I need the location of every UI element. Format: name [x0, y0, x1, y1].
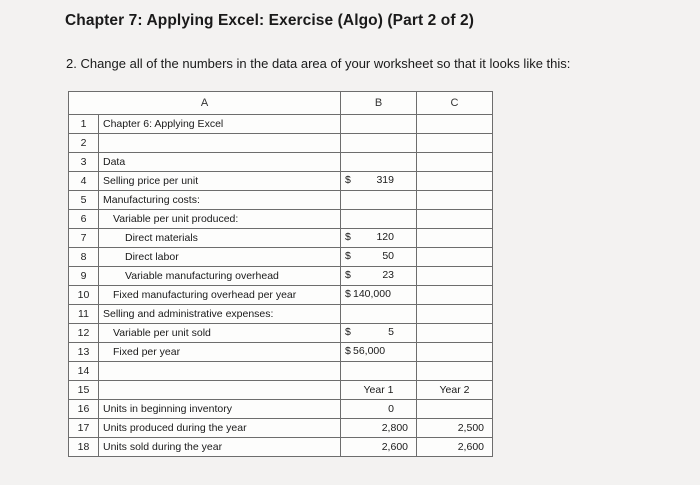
cell-c3[interactable] — [417, 153, 493, 172]
sheet-row — [69, 305, 493, 324]
cell-b4[interactable] — [341, 172, 417, 191]
column-header-c[interactable]: C — [417, 92, 493, 115]
cell-a4[interactable]: Selling price per unit — [99, 172, 341, 191]
sheet-row — [69, 381, 493, 400]
cell-value: 56,000 — [353, 345, 386, 357]
dollar-sign: $ — [345, 174, 351, 186]
column-header-b[interactable]: B — [341, 92, 417, 115]
sheet-row — [69, 343, 493, 362]
cell-a17[interactable]: Units produced during the year — [99, 419, 341, 438]
row-number: 4 — [69, 172, 99, 191]
row-number: 5 — [69, 191, 99, 210]
cell-a18[interactable]: Units sold during the year — [99, 438, 341, 457]
cell-b17[interactable]: 2,800 — [341, 419, 417, 438]
cell-a13[interactable]: Fixed per year — [99, 343, 341, 362]
column-header-a[interactable]: A — [69, 92, 341, 115]
cell-c2[interactable] — [417, 134, 493, 153]
cell-c7[interactable] — [417, 229, 493, 248]
sheet-row — [69, 438, 493, 457]
cell-c11[interactable] — [417, 305, 493, 324]
cell-c16[interactable] — [417, 400, 493, 419]
sheet-row — [69, 172, 493, 191]
row-number: 14 — [69, 362, 99, 381]
dollar-sign: $ — [345, 269, 351, 281]
row-number: 15 — [69, 381, 99, 400]
cell-b7[interactable] — [341, 229, 417, 248]
cell-c14[interactable] — [417, 362, 493, 381]
cell-a15[interactable] — [99, 381, 341, 400]
row-number: 9 — [69, 267, 99, 286]
row-number: 6 — [69, 210, 99, 229]
page-title: Chapter 7: Applying Excel: Exercise (Algo) (Part 2 of 2) — [65, 12, 474, 29]
cell-a10[interactable]: Fixed manufacturing overhead per year — [99, 286, 341, 305]
cell-a11[interactable]: Selling and administrative expenses: — [99, 305, 341, 324]
cell-a16[interactable]: Units in beginning inventory — [99, 400, 341, 419]
cell-b13[interactable] — [341, 343, 417, 362]
row-number: 17 — [69, 419, 99, 438]
row-number: 11 — [69, 305, 99, 324]
cell-b3[interactable] — [341, 153, 417, 172]
row-number: 16 — [69, 400, 99, 419]
cell-b5[interactable] — [341, 191, 417, 210]
cell-c12[interactable] — [417, 324, 493, 343]
instruction-text: 2. Change all of the numbers in the data area of your worksheet so that it looks like this: — [66, 56, 571, 71]
sheet-row — [69, 324, 493, 343]
sheet-row — [69, 286, 493, 305]
sheet-row — [69, 210, 493, 229]
cell-b14[interactable] — [341, 362, 417, 381]
sheet-row — [69, 115, 493, 134]
cell-b9[interactable] — [341, 267, 417, 286]
worksheet — [68, 91, 493, 457]
cell-b2[interactable] — [341, 134, 417, 153]
sheet-row — [69, 419, 493, 438]
cell-a5[interactable]: Manufacturing costs: — [99, 191, 341, 210]
cell-value: 140,000 — [353, 288, 391, 300]
cell-a9[interactable]: Variable manufacturing overhead — [99, 267, 341, 286]
cell-a2[interactable] — [99, 134, 341, 153]
dollar-sign: $ — [345, 345, 351, 357]
sheet-row — [69, 248, 493, 267]
row-number: 3 — [69, 153, 99, 172]
sheet-row — [69, 267, 493, 286]
cell-c17[interactable]: 2,500 — [417, 419, 493, 438]
cell-b10[interactable] — [341, 286, 417, 305]
cell-a6[interactable]: Variable per unit produced: — [99, 210, 341, 229]
dollar-sign: $ — [345, 288, 351, 300]
cell-b18[interactable]: 2,600 — [341, 438, 417, 457]
cell-c5[interactable] — [417, 191, 493, 210]
cell-b11[interactable] — [341, 305, 417, 324]
cell-a14[interactable] — [99, 362, 341, 381]
cell-c9[interactable] — [417, 267, 493, 286]
row-number: 12 — [69, 324, 99, 343]
sheet-row — [69, 229, 493, 248]
row-number: 10 — [69, 286, 99, 305]
sheet-row — [69, 400, 493, 419]
row-number: 7 — [69, 229, 99, 248]
row-number: 18 — [69, 438, 99, 457]
cell-a1[interactable]: Chapter 6: Applying Excel — [99, 115, 341, 134]
dollar-sign: $ — [345, 231, 351, 243]
row-number: 1 — [69, 115, 99, 134]
dollar-sign: $ — [345, 326, 351, 338]
sheet-row — [69, 134, 493, 153]
cell-b6[interactable] — [341, 210, 417, 229]
sheet-row — [69, 362, 493, 381]
cell-c6[interactable] — [417, 210, 493, 229]
row-number: 13 — [69, 343, 99, 362]
cell-c15[interactable]: Year 2 — [417, 381, 493, 400]
cell-value: 5 — [388, 326, 394, 338]
cell-c4[interactable] — [417, 172, 493, 191]
row-number: 8 — [69, 248, 99, 267]
cell-value: 319 — [376, 174, 394, 186]
cell-b12[interactable] — [341, 324, 417, 343]
dollar-sign: $ — [345, 250, 351, 262]
cell-a7[interactable]: Direct materials — [99, 229, 341, 248]
cell-b15[interactable]: Year 1 — [341, 381, 417, 400]
cell-b1[interactable] — [341, 115, 417, 134]
cell-a12[interactable]: Variable per unit sold — [99, 324, 341, 343]
cell-a3[interactable]: Data — [99, 153, 341, 172]
cell-c10[interactable] — [417, 286, 493, 305]
cell-b16[interactable]: 0 — [341, 400, 417, 419]
cell-c8[interactable] — [417, 248, 493, 267]
cell-a8[interactable]: Direct labor — [99, 248, 341, 267]
row-number: 2 — [69, 134, 99, 153]
cell-c13[interactable] — [417, 343, 493, 362]
cell-value: 23 — [382, 269, 394, 281]
cell-c18[interactable]: 2,600 — [417, 438, 493, 457]
sheet-row — [69, 191, 493, 210]
sheet-row — [69, 153, 493, 172]
cell-b8[interactable] — [341, 248, 417, 267]
cell-c1[interactable] — [417, 115, 493, 134]
cell-value: 50 — [382, 250, 394, 262]
column-header-row — [69, 92, 493, 115]
cell-value: 120 — [376, 231, 394, 243]
